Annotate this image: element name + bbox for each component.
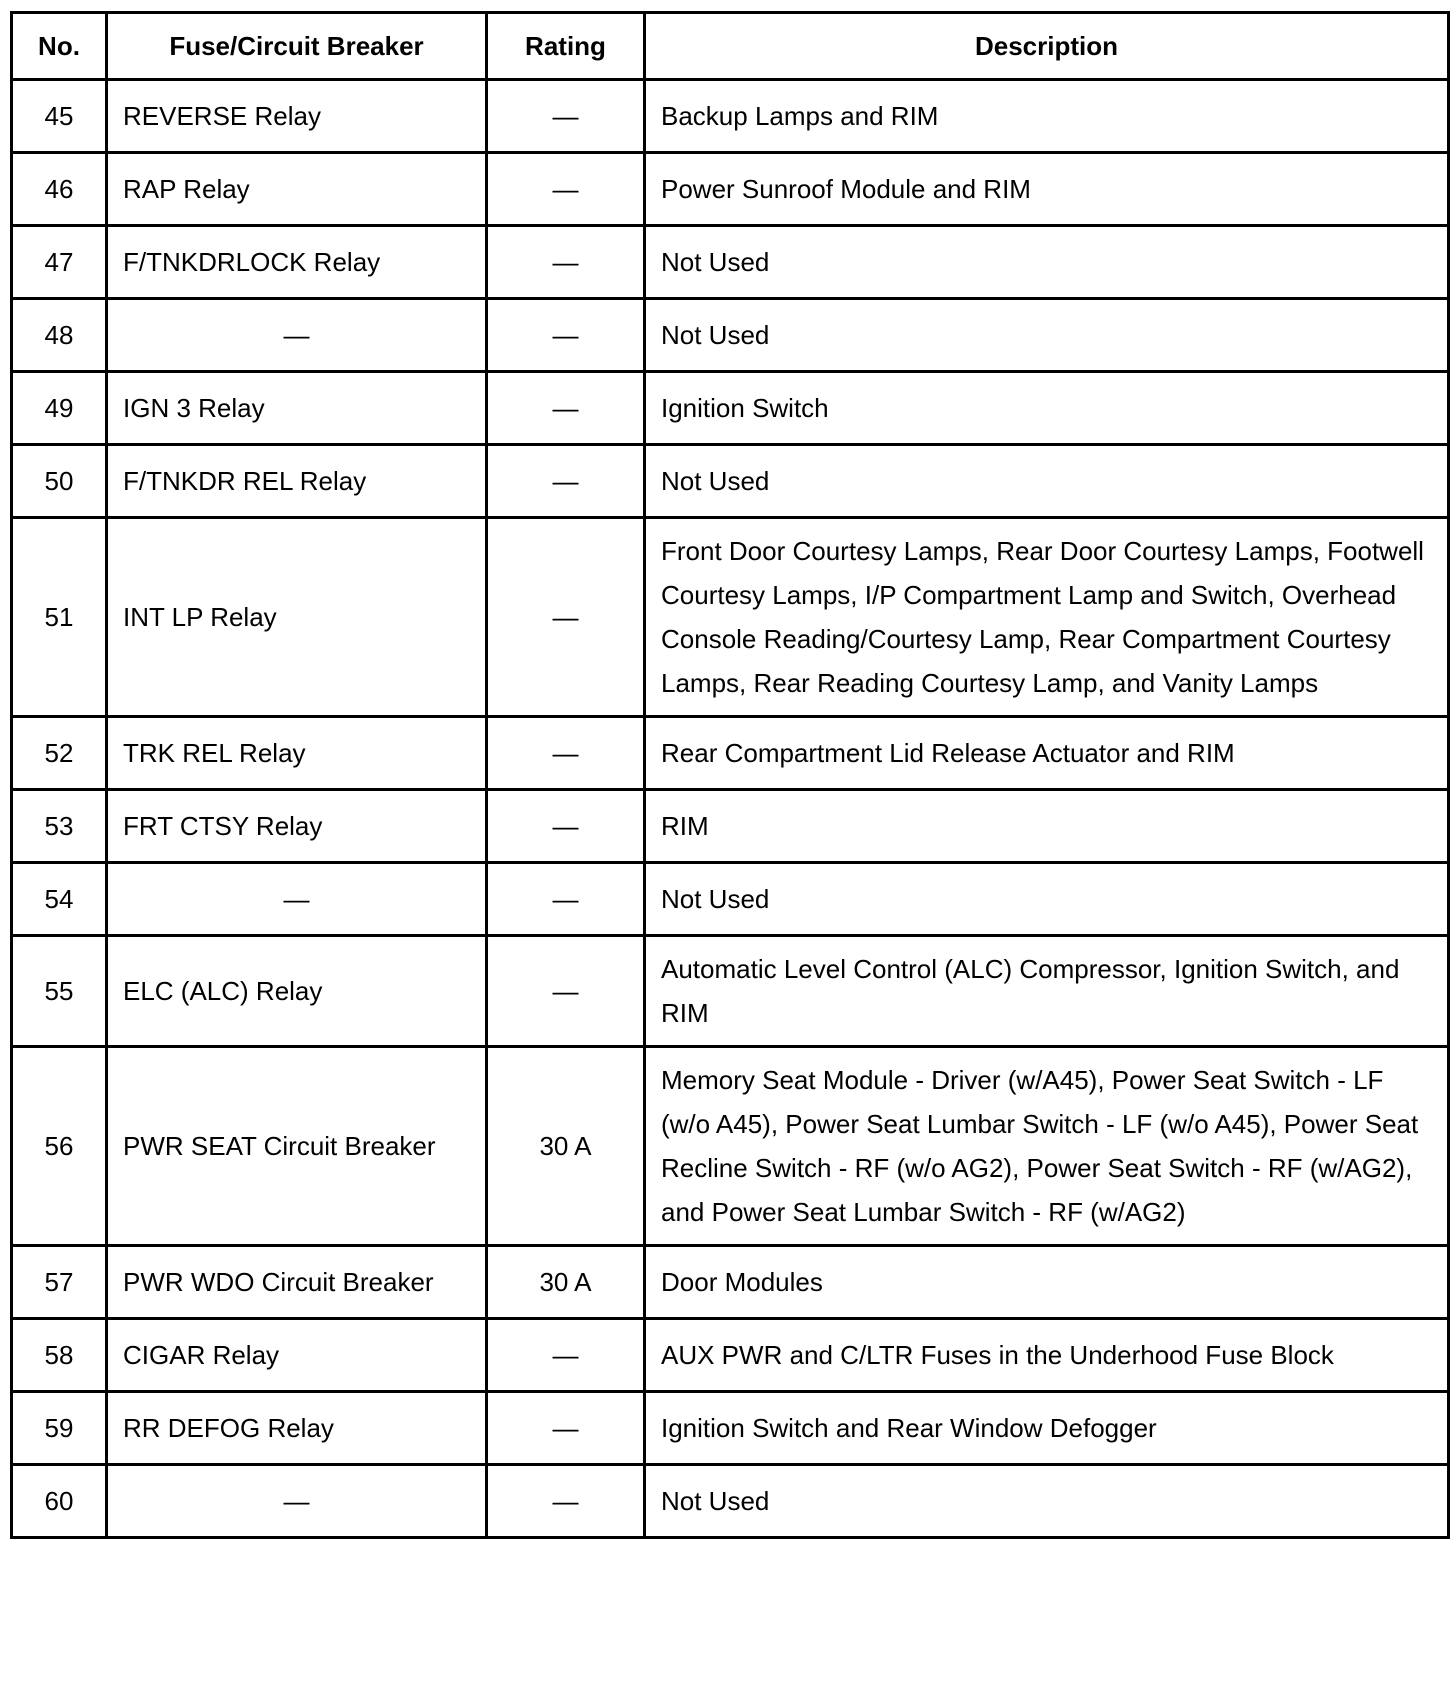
cell-description: Ignition Switch and Rear Window Defogger	[645, 1392, 1449, 1465]
cell-description: Rear Compartment Lid Release Actuator and RIM	[645, 717, 1449, 790]
cell-rating: —	[487, 717, 645, 790]
cell-rating: 30 A	[487, 1246, 645, 1319]
cell-rating: —	[487, 936, 645, 1047]
cell-fuse: TRK REL Relay	[107, 717, 487, 790]
cell-description: Not Used	[645, 226, 1449, 299]
cell-rating: —	[487, 226, 645, 299]
table-row	[12, 936, 1449, 1047]
cell-no: 53	[12, 790, 107, 863]
cell-no: 51	[12, 518, 107, 717]
cell-no: 47	[12, 226, 107, 299]
cell-rating: —	[487, 1392, 645, 1465]
cell-no: 49	[12, 372, 107, 445]
cell-no: 58	[12, 1319, 107, 1392]
cell-rating: —	[487, 863, 645, 936]
cell-rating: 30 A	[487, 1047, 645, 1246]
cell-fuse: FRT CTSY Relay	[107, 790, 487, 863]
table-row	[12, 790, 1449, 863]
table-row	[12, 717, 1449, 790]
cell-description: Not Used	[645, 863, 1449, 936]
header-fuse-circuit-breaker: Fuse/Circuit Breaker	[107, 13, 487, 80]
cell-fuse: PWR SEAT Circuit Breaker	[107, 1047, 487, 1246]
table-row	[12, 372, 1449, 445]
cell-rating: —	[487, 1319, 645, 1392]
cell-description: Power Sunroof Module and RIM	[645, 153, 1449, 226]
cell-description: Ignition Switch	[645, 372, 1449, 445]
cell-rating: —	[487, 299, 645, 372]
cell-no: 55	[12, 936, 107, 1047]
table-row	[12, 80, 1449, 153]
cell-rating: —	[487, 80, 645, 153]
cell-fuse: INT LP Relay	[107, 518, 487, 717]
cell-no: 48	[12, 299, 107, 372]
table-row	[12, 863, 1449, 936]
table-row	[12, 1465, 1449, 1538]
cell-fuse: RAP Relay	[107, 153, 487, 226]
cell-description: Memory Seat Module - Driver (w/A45), Power Seat Switch - LF (w/o A45), Power Seat Lumbar Switch - LF (w/o A45), Power Seat Recline Switch - RF (w/o AG2), Power Seat Switch - RF (w/AG2), and Power Seat Lumbar Switch - RF (w/AG2)	[645, 1047, 1449, 1246]
cell-rating: —	[487, 372, 645, 445]
cell-rating: —	[487, 790, 645, 863]
table-row	[12, 299, 1449, 372]
cell-fuse: —	[107, 299, 487, 372]
cell-description: Front Door Courtesy Lamps, Rear Door Courtesy Lamps, Footwell Courtesy Lamps, I/P Compartment Lamp and Switch, Overhead Console Reading/Courtesy Lamp, Rear Compartment Courtesy Lamps, Rear Reading Courtesy Lamp, and Vanity Lamps	[645, 518, 1449, 717]
table-row	[12, 1246, 1449, 1319]
cell-no: 50	[12, 445, 107, 518]
cell-fuse: —	[107, 863, 487, 936]
cell-fuse: F/TNKDRLOCK Relay	[107, 226, 487, 299]
header-rating: Rating	[487, 13, 645, 80]
table-row	[12, 153, 1449, 226]
header-description: Description	[645, 13, 1449, 80]
cell-fuse: PWR WDO Circuit Breaker	[107, 1246, 487, 1319]
cell-description: Automatic Level Control (ALC) Compressor, Ignition Switch, and RIM	[645, 936, 1449, 1047]
cell-no: 54	[12, 863, 107, 936]
table-row	[12, 1392, 1449, 1465]
cell-fuse: F/TNKDR REL Relay	[107, 445, 487, 518]
cell-no: 45	[12, 80, 107, 153]
cell-description: Backup Lamps and RIM	[645, 80, 1449, 153]
cell-no: 56	[12, 1047, 107, 1246]
cell-description: AUX PWR and C/LTR Fuses in the Underhood Fuse Block	[645, 1319, 1449, 1392]
header-no: No.	[12, 13, 107, 80]
cell-description: Door Modules	[645, 1246, 1449, 1319]
cell-fuse: REVERSE Relay	[107, 80, 487, 153]
fuse-table	[10, 11, 1450, 1539]
cell-no: 60	[12, 1465, 107, 1538]
cell-rating: —	[487, 1465, 645, 1538]
cell-description: Not Used	[645, 299, 1449, 372]
cell-fuse: ELC (ALC) Relay	[107, 936, 487, 1047]
header-row	[12, 13, 1449, 80]
cell-fuse: IGN 3 Relay	[107, 372, 487, 445]
cell-no: 46	[12, 153, 107, 226]
table-row	[12, 445, 1449, 518]
table-row	[12, 518, 1449, 717]
cell-fuse: CIGAR Relay	[107, 1319, 487, 1392]
cell-no: 59	[12, 1392, 107, 1465]
cell-description: Not Used	[645, 1465, 1449, 1538]
table-row	[12, 1319, 1449, 1392]
cell-description: RIM	[645, 790, 1449, 863]
cell-rating: —	[487, 518, 645, 717]
cell-no: 52	[12, 717, 107, 790]
cell-fuse: —	[107, 1465, 487, 1538]
table-row	[12, 1047, 1449, 1246]
cell-fuse: RR DEFOG Relay	[107, 1392, 487, 1465]
cell-rating: —	[487, 445, 645, 518]
fuse-table-container	[10, 11, 1447, 1539]
cell-rating: —	[487, 153, 645, 226]
table-row	[12, 226, 1449, 299]
cell-description: Not Used	[645, 445, 1449, 518]
cell-no: 57	[12, 1246, 107, 1319]
